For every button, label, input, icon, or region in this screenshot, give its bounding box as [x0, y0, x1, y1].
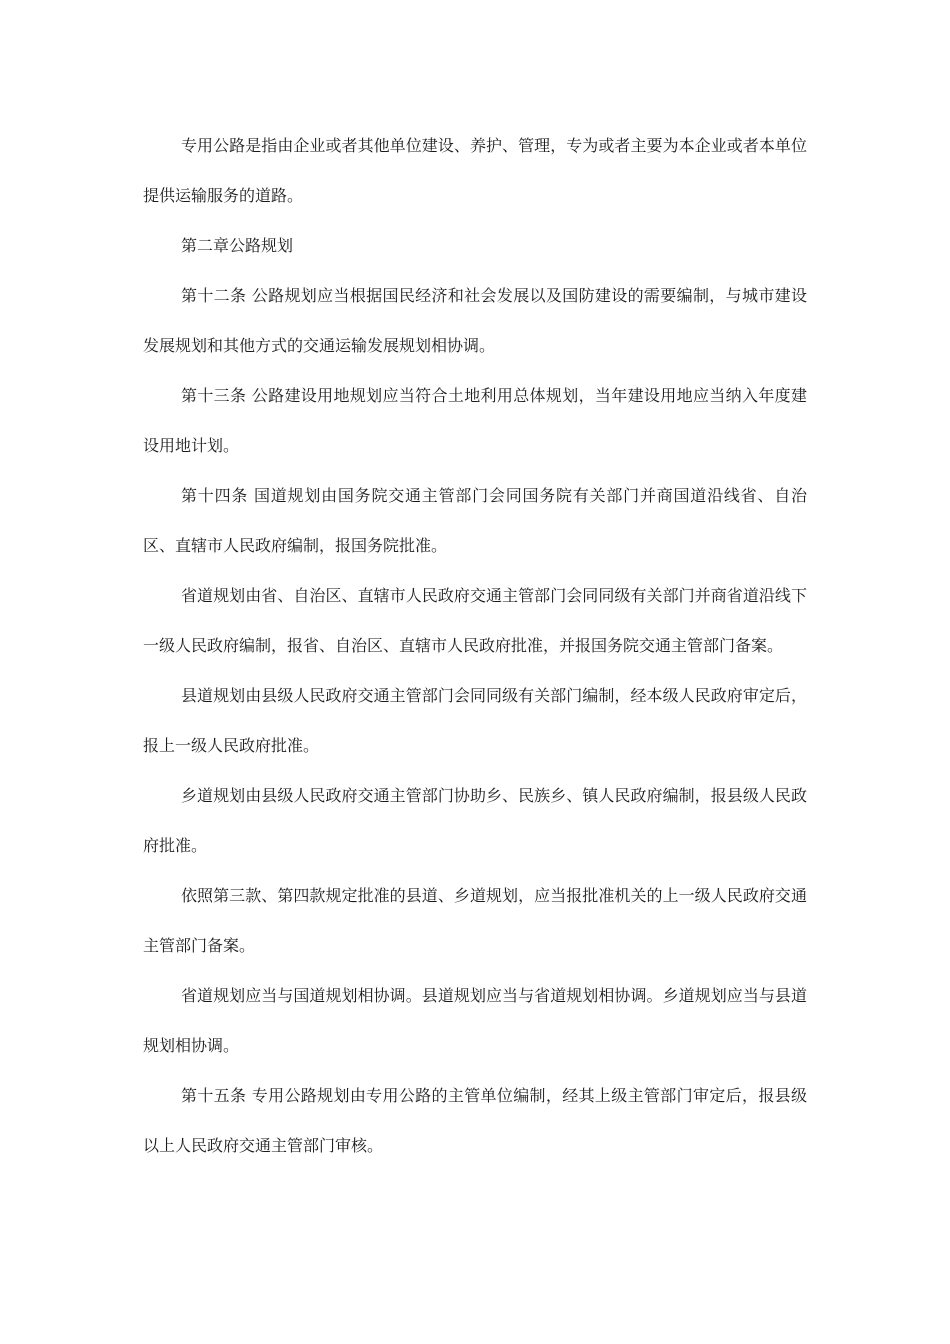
paragraph-article-12: 第十二条 公路规划应当根据国民经济和社会发展以及国防建设的需要编制，与城市建设发展规划和其他方式的交通运输发展规划相协调。	[143, 286, 807, 355]
paragraph-township-road-plan: 乡道规划由县级人民政府交通主管部门协助乡、民族乡、镇人民政府编制，报县级人民政府批准。	[143, 786, 807, 855]
paragraph-coordination-rule: 省道规划应当与国道规划相协调。县道规划应当与省道规划相协调。乡道规划应当与县道规划相协调。	[143, 986, 807, 1055]
paragraph-provincial-road-plan: 省道规划由省、自治区、直辖市人民政府交通主管部门会同同级有关部门并商省道沿线下一级人民政府编制，报省、自治区、直辖市人民政府批准，并报国务院交通主管部门备案。	[143, 586, 807, 655]
document-body	[143, 121, 807, 1171]
paragraph-county-road-plan: 县道规划由县级人民政府交通主管部门会同同级有关部门编制，经本级人民政府审定后，报上一级人民政府批准。	[143, 686, 807, 755]
chapter-heading: 第二章公路规划	[181, 236, 294, 255]
paragraph-filing-rule: 依照第三款、第四款规定批准的县道、乡道规划，应当报批准机关的上一级人民政府交通主管部门备案。	[143, 886, 807, 955]
paragraph-article-15: 第十五条 专用公路规划由专用公路的主管单位编制，经其上级主管部门审定后，报县级以上人民政府交通主管部门审核。	[143, 1086, 807, 1155]
paragraph-special-road-definition: 专用公路是指由企业或者其他单位建设、养护、管理，专为或者主要为本企业或者本单位提供运输服务的道路。	[143, 136, 807, 205]
paragraph-article-14: 第十四条 国道规划由国务院交通主管部门会同国务院有关部门并商国道沿线省、自治区、直辖市人民政府编制，报国务院批准。	[143, 486, 807, 555]
paragraph-article-13: 第十三条 公路建设用地规划应当符合土地利用总体规划，当年建设用地应当纳入年度建设用地计划。	[143, 386, 807, 455]
